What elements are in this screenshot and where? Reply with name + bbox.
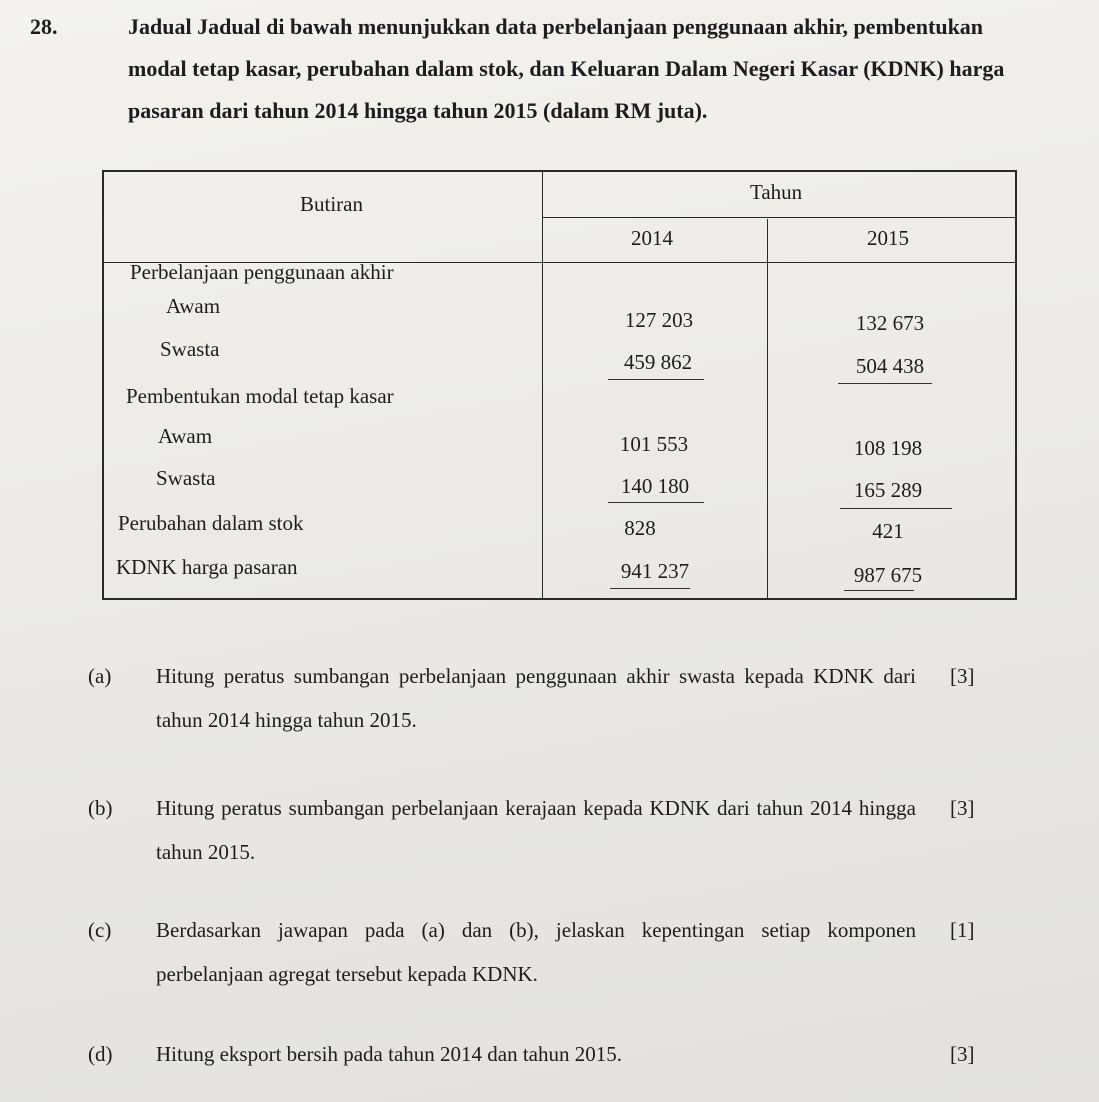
part-a-label: (a)	[88, 664, 112, 688]
part-d-marks: [3]	[950, 1042, 975, 1066]
pencil-underline	[608, 379, 704, 380]
part-d-label: (d)	[88, 1042, 113, 1066]
value-2015-awam-2: 108 198	[853, 436, 923, 460]
part-d-text: Hitung eksport bersih pada tahun 2014 dan tahun 2015.	[156, 1042, 622, 1066]
value-2015-kdnk: 987 675	[853, 563, 923, 587]
part-b-label: (b)	[88, 796, 113, 820]
part-c-label: (c)	[88, 918, 112, 942]
header-tahun: Tahun	[750, 180, 803, 204]
part-a-marks: [3]	[950, 664, 975, 688]
pencil-underline	[844, 590, 914, 591]
part-c-text: Berdasarkan jawapan pada (a) dan (b), jelaskan kepentingan setiap komponen perbelanjaan agregat tersebut kepada KDNK.	[156, 918, 916, 986]
part-c	[88, 908, 988, 996]
header-year-2014: 2014	[631, 226, 673, 250]
part-b-marks: [3]	[950, 796, 975, 820]
question-number: 28.	[30, 14, 58, 39]
row-label-awam-1: Awam	[166, 294, 221, 318]
row-label-kdnk: KDNK harga pasaran	[116, 555, 298, 579]
row-label-pembentukan: Pembentukan modal tetap kasar	[126, 384, 394, 408]
header-year-2015: 2015	[867, 226, 909, 250]
row-label-awam-2: Awam	[158, 424, 213, 448]
pencil-underline	[838, 383, 932, 384]
row-label-swasta-1: Swasta	[160, 337, 220, 361]
row-label-perbelanjaan: Perbelanjaan penggunaan akhir	[130, 260, 394, 284]
question-header	[30, 6, 1030, 132]
value-2014-swasta-2: 140 180	[620, 474, 690, 498]
value-2014-swasta-1: 459 862	[623, 350, 693, 374]
pencil-underline	[608, 502, 704, 503]
value-2014-kdnk: 941 237	[620, 559, 690, 583]
value-2015-swasta-2: 165 289	[853, 478, 923, 502]
pencil-underline	[610, 588, 690, 589]
part-b-text: Hitung peratus sumbangan perbelanjaan kerajaan kepada KDNK dari tahun 2014 hingga tahun 2015.	[156, 796, 916, 864]
value-2014-awam-2: 101 553	[619, 432, 689, 456]
value-2015-swasta-1: 504 438	[855, 354, 925, 378]
row-label-perubahan-stok: Perubahan dalam stok	[118, 511, 304, 535]
part-c-marks: [1]	[950, 918, 975, 942]
pencil-underline	[840, 508, 952, 509]
header-butiran: Butiran	[300, 192, 363, 216]
value-2014-awam-1: 127 203	[624, 308, 694, 332]
value-2015-awam-1: 132 673	[855, 311, 925, 335]
data-table	[102, 170, 1017, 600]
part-b	[88, 786, 988, 874]
value-2015-perubahan-stok: 421	[872, 519, 904, 543]
row-label-swasta-2: Swasta	[156, 466, 216, 490]
value-2014-perubahan-stok: 828	[624, 516, 656, 540]
question-text: Jadual Jadual di bawah menunjukkan data perbelanjaan penggunaan akhir, pembentukan modal tetap kasar, perubahan dalam stok, dan Keluaran Dalam Negeri Kasar (KDNK) harga pasaran dari tahun 2014 hingga tahun 2015 (dalam RM juta).	[128, 14, 1005, 123]
part-a-text: Hitung peratus sumbangan perbelanjaan penggunaan akhir swasta kepada KDNK dari tahun 2014 hingga tahun 2015.	[156, 664, 916, 732]
part-d	[88, 1032, 988, 1076]
part-a	[88, 654, 988, 742]
